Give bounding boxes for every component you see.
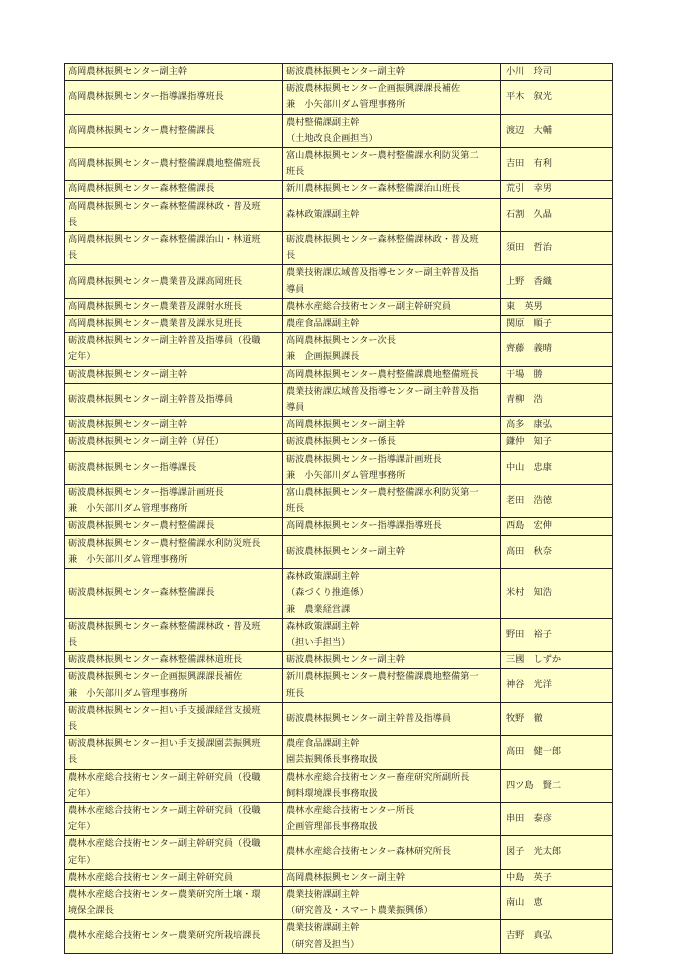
cell-line: 農林水産総合技術センター副主幹研究員	[286, 300, 452, 312]
table-row	[65, 836, 613, 869]
cell-line: 新川農林振興センター森林整備課治山班長	[286, 183, 461, 195]
table-row	[65, 451, 613, 484]
old-position-cell	[283, 920, 501, 953]
person-name-cell: 野田 裕子	[501, 618, 613, 651]
old-position-cell	[283, 451, 501, 484]
cell-line: 高岡農林振興センター森林整備課治山・林道班	[68, 234, 261, 246]
table-row	[65, 736, 613, 769]
old-position-cell	[283, 81, 501, 114]
cell-line: 高岡農林振興センター次長	[286, 335, 396, 347]
person-name-cell: 渡辺 大輔	[501, 114, 613, 147]
new-position-cell	[65, 736, 283, 769]
cell-line: 境保全課長	[68, 905, 114, 917]
cell-line: 砺波農林振興センター指導課計画班長	[286, 453, 442, 465]
new-position-cell	[65, 64, 283, 81]
table-row	[65, 769, 613, 802]
old-position-cell	[283, 836, 501, 869]
cell-line: 長	[68, 250, 78, 262]
old-position-cell	[283, 316, 501, 333]
personnel-table	[64, 63, 613, 954]
old-position-cell	[283, 485, 501, 518]
old-position-cell	[283, 198, 501, 231]
cell-line: 砺波農林振興センター森林整備課林政・普及班	[286, 234, 479, 246]
cell-line: 砺波農林振興センター副主幹	[68, 419, 188, 431]
table-row	[65, 485, 613, 518]
person-name-cell: 齊藤 義晴	[501, 333, 613, 366]
cell-line: 長	[68, 720, 78, 732]
old-position-cell	[283, 869, 501, 886]
cell-line: 兼 小矢部川ダム管理事務所	[286, 469, 406, 481]
old-position-cell	[283, 702, 501, 735]
cell-line: 高岡農林振興センター農業普及課氷見班長	[68, 318, 243, 330]
table-row	[65, 669, 613, 702]
person-name-cell: 干場 勝	[501, 366, 613, 383]
cell-line: 高岡農林振興センター副主幹	[68, 66, 188, 77]
old-position-cell	[283, 232, 501, 265]
cell-line: 農林水産総合技術センター森林研究所長	[286, 846, 452, 858]
cell-line: 農林水産総合技術センター所長	[286, 804, 415, 816]
cell-line: 高岡農林振興センター森林整備課林政・普及班	[68, 200, 261, 212]
cell-line: 砺波農林振興センター担い手支援課園芸振興班	[68, 738, 261, 750]
new-position-cell	[65, 417, 283, 434]
cell-line: 高岡農林振興センター農業普及課射水班長	[68, 300, 243, 312]
cell-line: 森林政策課副主幹	[286, 571, 360, 583]
new-position-cell	[65, 569, 283, 619]
table-row	[65, 148, 613, 181]
table-row	[65, 316, 613, 333]
cell-line: 砺波農林振興センター森林整備課林道班長	[68, 654, 243, 666]
table-row	[65, 81, 613, 114]
table-row	[65, 298, 613, 315]
cell-line: 砺波農林振興センター森林整備課長	[68, 587, 215, 599]
new-position-cell	[65, 434, 283, 451]
new-position-cell	[65, 518, 283, 535]
cell-line: 砺波農林振興センター担い手支援課経営支援班	[68, 704, 261, 716]
old-position-cell	[283, 569, 501, 619]
old-position-cell	[283, 265, 501, 298]
new-position-cell	[65, 198, 283, 231]
cell-line: 新川農林振興センター農村整備課農地整備第一	[286, 671, 479, 683]
cell-line: 兼 農業経営課	[286, 603, 351, 615]
new-position-cell	[65, 451, 283, 484]
table-row	[65, 417, 613, 434]
person-name-cell: 牧野 徹	[501, 702, 613, 735]
old-position-cell	[283, 64, 501, 81]
old-position-cell	[283, 417, 501, 434]
cell-line: 砺波農林振興センター森林整備課林政・普及班	[68, 620, 261, 632]
cell-line: 砺波農林振興センター副主幹	[286, 654, 406, 666]
new-position-cell	[65, 702, 283, 735]
old-position-cell	[283, 366, 501, 383]
cell-line: 砺波農林振興センター副主幹普及指導員	[286, 712, 452, 724]
table-row	[65, 702, 613, 735]
person-name-cell: 四ツ島 賢二	[501, 769, 613, 802]
person-name-cell: 三國 しずか	[501, 652, 613, 669]
cell-line: （担い手担当）	[286, 636, 351, 648]
table-row	[65, 64, 613, 81]
cell-line: 森林政策課副主幹	[286, 208, 360, 220]
person-name-cell: 老田 浩徳	[501, 485, 613, 518]
cell-line: 砺波農林振興センター副主幹	[286, 66, 406, 77]
cell-line: 農業技術課広域普及指導センター副主幹普及指	[286, 385, 479, 397]
table-row	[65, 535, 613, 568]
person-name-cell: 高多 康弘	[501, 417, 613, 434]
person-name-cell: 高田 秋奈	[501, 535, 613, 568]
cell-line: 兼 小矢部川ダム管理事務所	[68, 687, 188, 699]
cell-line: 農産食品課副主幹	[286, 318, 360, 330]
cell-line: 定年）	[68, 821, 96, 833]
person-name-cell: 西島 宏伸	[501, 518, 613, 535]
cell-line: 農林水産総合技術センター農業研究所土壌・環	[68, 888, 261, 900]
old-position-cell	[283, 114, 501, 147]
cell-line: 兼 小矢部川ダム管理事務所	[68, 503, 188, 515]
person-name-cell: 串田 泰彦	[501, 802, 613, 835]
person-name-cell: 神谷 光洋	[501, 669, 613, 702]
cell-line: 飼料環境課長事務取扱	[286, 787, 378, 799]
table-row	[65, 232, 613, 265]
table-body	[65, 64, 613, 954]
cell-line: 砺波農林振興センター副主幹	[68, 368, 188, 380]
cell-line: 兼 小矢部川ダム管理事務所	[286, 99, 406, 111]
cell-line: 農村整備課副主幹	[286, 116, 360, 128]
person-name-cell: 中山 忠康	[501, 451, 613, 484]
table-row	[65, 265, 613, 298]
new-position-cell	[65, 535, 283, 568]
new-position-cell	[65, 366, 283, 383]
new-position-cell	[65, 485, 283, 518]
cell-line: 砺波農林振興センター副主幹（昇任）	[68, 436, 224, 448]
new-position-cell	[65, 869, 283, 886]
cell-line: 長	[286, 250, 296, 262]
cell-line: 高岡農林振興センター森林整備課長	[68, 183, 215, 195]
cell-line: 森林政策課副主幹	[286, 620, 360, 632]
person-name-cell: 青柳 浩	[501, 383, 613, 416]
cell-line: 園芸振興係長事務取扱	[286, 754, 378, 766]
person-name-cell: 小川 玲司	[501, 64, 613, 81]
cell-line: 農林水産総合技術センター畜産研究所副所長	[286, 771, 470, 783]
cell-line: 導員	[286, 402, 305, 414]
new-position-cell	[65, 148, 283, 181]
cell-line: 富山農林振興センター農村整備課水利防災第二	[286, 150, 479, 162]
cell-line: 砺波農林振興センター指導課計画班長	[68, 487, 224, 499]
new-position-cell	[65, 181, 283, 198]
person-name-cell: 上野 香織	[501, 265, 613, 298]
old-position-cell	[283, 618, 501, 651]
table-row	[65, 618, 613, 651]
old-position-cell	[283, 669, 501, 702]
new-position-cell	[65, 316, 283, 333]
cell-line: 定年）	[68, 351, 96, 363]
cell-line: 農林水産総合技術センター農業研究所栽培課長	[68, 930, 261, 942]
cell-line: 長	[68, 216, 78, 228]
table-row	[65, 920, 613, 953]
person-name-cell: 吉田 有利	[501, 148, 613, 181]
cell-line: （研究普及担当）	[286, 938, 360, 950]
cell-line: 企画管理部長事務取扱	[286, 821, 378, 833]
old-position-cell	[283, 383, 501, 416]
cell-line: 農業技術課副主幹	[286, 888, 360, 900]
cell-line: 高岡農林振興センター農村整備課農地整備班長	[286, 368, 479, 380]
table-row	[65, 652, 613, 669]
cell-line: 農業技術課広域普及指導センター副主幹普及指	[286, 267, 479, 279]
person-name-cell: 図子 光太郎	[501, 836, 613, 869]
table-row	[65, 114, 613, 147]
cell-line: 高岡農林振興センター農村整備課農地整備班長	[68, 158, 261, 170]
new-position-cell	[65, 114, 283, 147]
cell-line: （森づくり推進係）	[286, 587, 369, 599]
cell-line: 砺波農林振興センター農村整備課長	[68, 520, 215, 532]
person-name-cell: 関原 順子	[501, 316, 613, 333]
cell-line: 高岡農林振興センター農村整備課長	[68, 124, 215, 136]
old-position-cell	[283, 434, 501, 451]
cell-line: 長	[68, 636, 78, 648]
cell-line: 兼 企画振興課長	[286, 351, 360, 363]
table-row	[65, 181, 613, 198]
cell-line: 定年）	[68, 854, 96, 866]
cell-line: 砺波農林振興センター農村整備課水利防災班長	[68, 537, 261, 549]
table-row	[65, 886, 613, 919]
cell-line: 砺波農林振興センター副主幹普及指導員	[68, 393, 234, 405]
old-position-cell	[283, 769, 501, 802]
cell-line: 高岡農林振興センター副主幹	[286, 871, 406, 883]
cell-line: 砺波農林振興センター指導課長	[68, 461, 197, 473]
cell-line: 班長	[286, 166, 305, 178]
new-position-cell	[65, 669, 283, 702]
table-row	[65, 366, 613, 383]
cell-line: （土地改良企画担当）	[286, 132, 378, 144]
cell-line: 長	[68, 754, 78, 766]
old-position-cell	[283, 518, 501, 535]
cell-line: 班長	[286, 687, 305, 699]
new-position-cell	[65, 383, 283, 416]
table-row	[65, 802, 613, 835]
cell-line: 高岡農林振興センター指導課指導班長	[286, 520, 442, 532]
old-position-cell	[283, 298, 501, 315]
person-name-cell: 鎌仲 知子	[501, 434, 613, 451]
table-row	[65, 198, 613, 231]
table-row	[65, 518, 613, 535]
new-position-cell	[65, 652, 283, 669]
cell-line: 定年）	[68, 787, 96, 799]
person-name-cell: 南山 恵	[501, 886, 613, 919]
cell-line: 農林水産総合技術センター副主幹研究員（役職	[68, 838, 261, 850]
cell-line: 兼 小矢部川ダム管理事務所	[68, 553, 188, 565]
cell-line: 農業技術課副主幹	[286, 922, 360, 934]
cell-line: 砺波農林振興センター係長	[286, 436, 396, 448]
person-name-cell: 東 英男	[501, 298, 613, 315]
person-name-cell: 石割 久晶	[501, 198, 613, 231]
new-position-cell	[65, 81, 283, 114]
old-position-cell	[283, 886, 501, 919]
new-position-cell	[65, 333, 283, 366]
old-position-cell	[283, 333, 501, 366]
old-position-cell	[283, 736, 501, 769]
person-name-cell: 中島 英子	[501, 869, 613, 886]
cell-line: 導員	[286, 283, 305, 295]
new-position-cell	[65, 920, 283, 953]
person-name-cell: 吉野 真弘	[501, 920, 613, 953]
old-position-cell	[283, 652, 501, 669]
cell-line: 砺波農林振興センター企画振興課課長補佐	[68, 671, 243, 683]
person-name-cell: 高田 健一郎	[501, 736, 613, 769]
cell-line: 砺波農林振興センター副主幹	[286, 545, 406, 557]
cell-line: 砺波農林振興センター企画振興課課長補佐	[286, 83, 461, 95]
clip-area	[64, 63, 612, 950]
cell-line: 農林水産総合技術センター副主幹研究員	[68, 871, 234, 883]
person-name-cell: 須田 哲治	[501, 232, 613, 265]
table-row	[65, 869, 613, 886]
old-position-cell	[283, 802, 501, 835]
cell-line: 砺波農林振興センター副主幹普及指導員（役職	[68, 335, 261, 347]
old-position-cell	[283, 148, 501, 181]
cell-line: 農産食品課副主幹	[286, 738, 360, 750]
cell-line: 高岡農林振興センター指導課指導班長	[68, 91, 224, 103]
table-row	[65, 569, 613, 619]
new-position-cell	[65, 802, 283, 835]
new-position-cell	[65, 886, 283, 919]
new-position-cell	[65, 232, 283, 265]
cell-line: 高岡農林振興センター副主幹	[286, 419, 406, 431]
person-name-cell: 米村 知浩	[501, 569, 613, 619]
old-position-cell	[283, 181, 501, 198]
person-name-cell: 荒引 幸男	[501, 181, 613, 198]
table-row	[65, 383, 613, 416]
cell-line: 農林水産総合技術センター副主幹研究員（役職	[68, 771, 261, 783]
person-name-cell: 平木 叙光	[501, 81, 613, 114]
cell-line: 班長	[286, 503, 305, 515]
new-position-cell	[65, 836, 283, 869]
new-position-cell	[65, 769, 283, 802]
cell-line: 高岡農林振興センター農業普及課高岡班長	[68, 275, 243, 287]
new-position-cell	[65, 265, 283, 298]
cell-line: 農林水産総合技術センター副主幹研究員（役職	[68, 804, 261, 816]
old-position-cell	[283, 535, 501, 568]
cell-line: （研究普及・スマート農業振興係）	[286, 905, 433, 917]
new-position-cell	[65, 298, 283, 315]
table-row	[65, 434, 613, 451]
new-position-cell	[65, 618, 283, 651]
cell-line: 富山農林振興センター農村整備課水利防災第一	[286, 487, 479, 499]
table-row	[65, 333, 613, 366]
